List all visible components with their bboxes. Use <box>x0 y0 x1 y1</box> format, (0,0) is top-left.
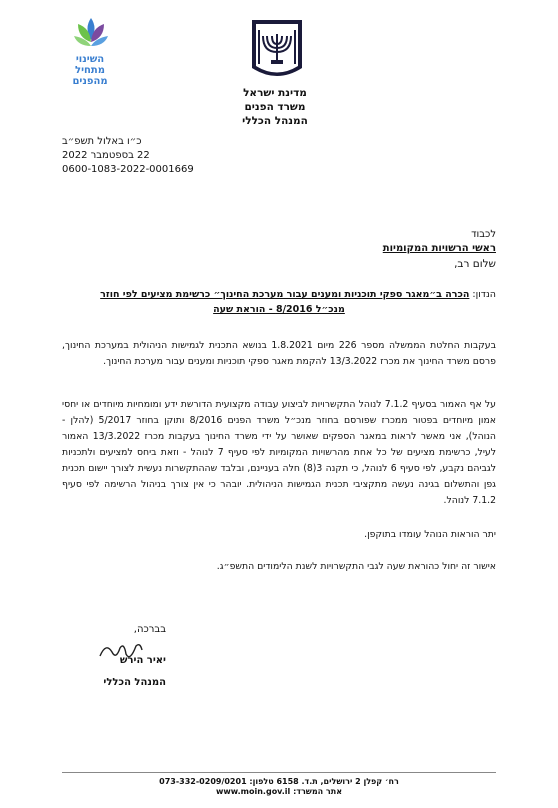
ministry-line: המנהל הכללי <box>242 115 308 127</box>
footer-address: רח׳ קפלן 2 ירושלים, ת.ד. 6158 טלפון: 073-332-0209/0201 <box>159 777 399 786</box>
body-paragraph: בעקבות החלטת הממשלה מספר 226 מיום 1.8.2021 בנושא התכנית לגמישות הניהולית במערכת החינוך, פרסם משרד החינוך את מכרז 13/3.2022 להקמת מאגר ספקי תוכניות ומענים עבור מערכת החינוך. <box>62 340 496 367</box>
ministry-header <box>215 86 335 128</box>
recipient-addressee: ראשי הרשויות המקומיות <box>382 243 496 254</box>
subject-label: הנדון: <box>472 289 496 300</box>
ministry-logo-icon <box>70 14 112 54</box>
gregorian-date: 22 בספטמבר 2022 <box>62 150 150 161</box>
subject-line-1: הכרה ב״מאגר ספקי תוכניות ומענים עבור מערכת החינוך״ כרשימת מציעים לפי חוזר <box>100 289 470 300</box>
logo-slogan-line: השינוי <box>75 54 105 65</box>
closing: בברכה, <box>133 624 166 635</box>
signer-name: יאיר הירש <box>119 655 166 666</box>
recipient-salutation: לכבוד <box>471 229 496 240</box>
footer-website: אתר המשרד: www.moin.gov.il <box>215 787 343 796</box>
greeting: שלום רב, <box>454 258 496 270</box>
subject-block <box>62 287 496 317</box>
date-block <box>62 135 202 177</box>
hebrew-date: כ״ו באלול תשפ״ב <box>62 136 142 147</box>
subject-line-2: מנכ״ל 8/2016 - הוראת שעה <box>213 304 345 315</box>
logo-slogan-line: מהפנים <box>72 76 108 87</box>
footer-divider <box>62 772 496 773</box>
footer <box>62 777 496 797</box>
signer-title: המנהל הכללי <box>103 677 166 688</box>
body-paragraph: אישור זה יחול כהוראת שעה לגבי התקשרויות לשנת הלימודים התשפ״ג. <box>216 561 496 572</box>
ministry-line: משרד הפנים <box>244 101 306 113</box>
state-emblem-icon <box>248 18 306 82</box>
logo-slogan-line: מתחיל <box>75 65 105 76</box>
ministry-line: מדינת ישראל <box>243 87 307 99</box>
reference-number: 0600-1083-2022-0001669 <box>62 164 194 175</box>
logo-slogan <box>60 54 120 87</box>
recipient-block <box>196 228 496 256</box>
body-paragraph: יתר הוראות הנוהל עומדו בתוקפן. <box>364 529 496 540</box>
body-paragraph: על אף האמור בסעיף 7.1.2 לנוהל התקשרויות לביצוע עבודה מקצועית הדורשת ידע ומומחיות מיוחדים או יחסי אמון מיוחדים בפטור ממכרז שפורסם בחוזר מנכ״ל משרד הפנים 8/2016 ותוקן בחוזר 5/2017 (להלן - הנוהל), אני מאשר לראות במאגר הספקים שאושר על ידי משרד החינוך בעקבות מכרז 13/3.2022 האמור לעיל, כרשימת מציעים של כל אחת מהרשויות המקומיות לפי סעיף 7 לנוהל - וזאת ביחס למציעים ולתכניות לגביהם נקבע, לפי סעיף 6 לנוהל, כי תקנה 3(8) חלה בעניינם, ובלבד שההתקשרות נעשית לצורך יישום תכנית גפן והתשלום בגינה נעשה מתקציבי תכנית הגמישות הניהולית. יובהר כי אין צורך בניהול הרשימה לפי סעיף 7.1.2 לנוהל. <box>62 399 496 506</box>
